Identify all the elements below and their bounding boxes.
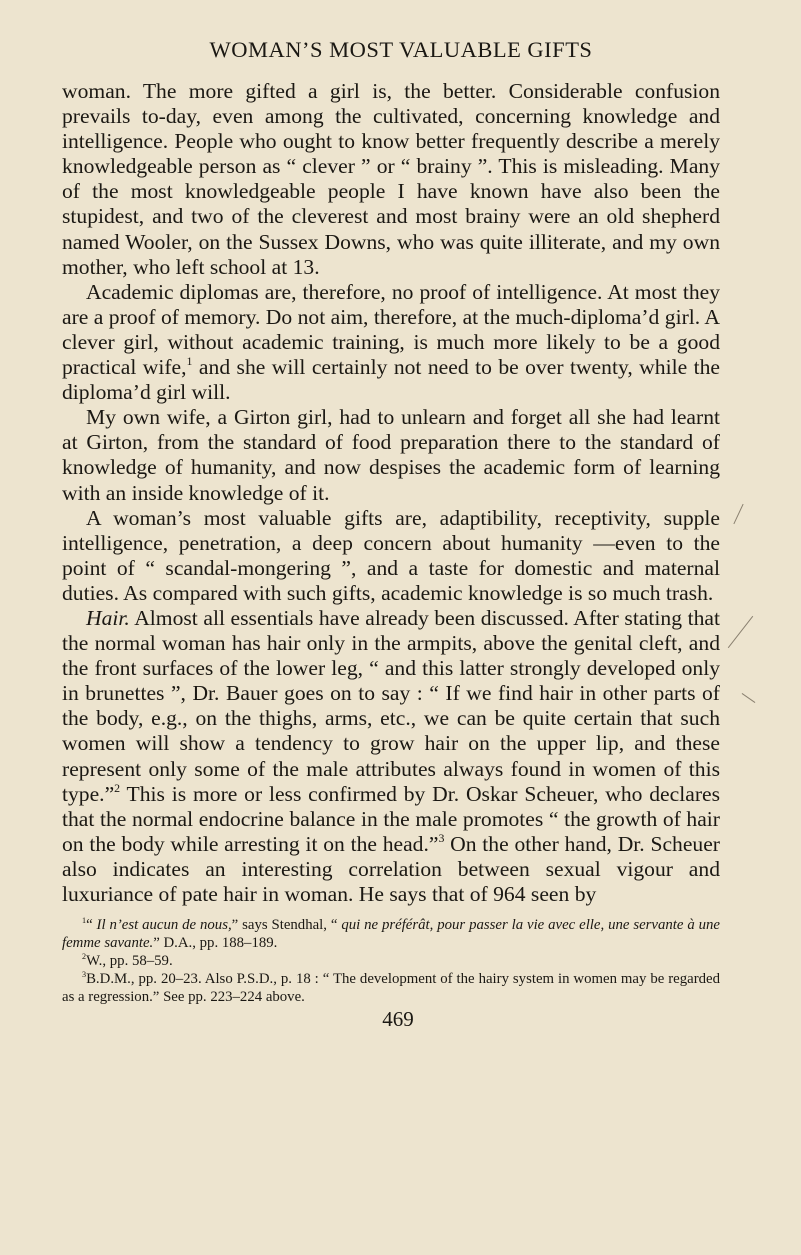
margin-pencil-mark [733, 504, 743, 524]
footnote-1-quote-a: Il n’est aucun de nous, [96, 917, 232, 934]
footnote-1-number: 1 [82, 916, 87, 925]
footnote-ref-1: 1 [186, 354, 193, 369]
paragraph-4: A woman’s most valuable gifts are, adaptibility, receptivity, supple intelligence, penetration, a deep concern about humanity —even to the point of “ scandal-mongering ”, and a taste for domestic and maternal duties. As compared with such gifts, academic knowledge is so much trash. [62, 505, 720, 605]
paragraph-5-text-b: This is more or less confirmed by Dr. Oskar Scheuer, who declares that the normal endocrine balance in the male promotes “ the growth of hair on the body while arresting it on the head.” [62, 781, 720, 856]
running-head: WOMAN’S MOST VALUABLE GIFTS [209, 37, 593, 62]
paragraph-2 [62, 280, 720, 405]
margin-pencil-mark [728, 616, 753, 648]
book-page [62, 30, 720, 1032]
paragraph-5 [62, 606, 720, 907]
footnote-1-open-quote: “ [86, 917, 97, 934]
footnote-2 [62, 952, 720, 970]
footnote-3 [62, 970, 720, 1006]
footnote-ref-2: 2 [114, 780, 121, 795]
section-heading-hair: Hair. [86, 605, 130, 630]
paragraph-2-text-a: Academic diplomas are, therefore, no proof of intelligence. At most they are a proof of memory. Do not aim, therefore, at the much-diploma’d girl. A clever girl, without academic training, is much more likely to be a good practical wife, [62, 279, 720, 380]
margin-pencil-mark [742, 693, 756, 703]
footnote-2-text: W., pp. 58–59. [86, 953, 173, 970]
footnote-1 [62, 916, 720, 952]
paragraph-5-text-a: Almost all essentials have already been discussed. After stating that the normal woman has hair only in the armpits, above the genital cleft, and the front surfaces of the lower leg, “ and this latter strongly developed only in brunettes ”, Dr. Bauer goes on to say : “ If we find hair in other parts of the body, e.g., on the thighs, arms, etc., we can be quite certain that such women will show a tendency to grow hair on the upper lip, and these represent only some of the male attributes always found in women of this type.” [62, 605, 720, 806]
paragraph-5-text-c: On the other hand, Dr. Scheuer also indicates an interesting correlation between sexual vigour and luxuriance of pate hair in woman. He says that of 964 seen by [62, 831, 720, 906]
footnote-ref-3: 3 [438, 830, 445, 845]
body-text [62, 79, 720, 907]
paragraph-2-text-b: and she will certainly not need to be over twenty, while the diploma’d girl will. [62, 355, 720, 405]
page-number: 469 [382, 1007, 414, 1032]
footnotes [62, 916, 720, 1006]
paragraph-3: My own wife, a Girton girl, had to unlearn and forget all she had learnt at Girton, from the standard of food preparation there to the standard of knowledge of humanity, and now despises the academic form of learning with an inside knowledge of it. [62, 405, 720, 505]
footnote-1-source: ” D.A., pp. 188–189. [153, 935, 278, 952]
footnote-3-text: B.D.M., pp. 20–23. Also P.S.D., p. 18 : “ The development of the hairy system in women may be regarded as a regression.” See pp. 223–224 above. [62, 971, 720, 1006]
footnote-3-number: 3 [82, 970, 87, 979]
paragraph-1: woman. The more gifted a girl is, the better. Considerable confusion prevails to-day, even among the cultivated, concerning knowledge and intelligence. People who ought to know better frequently describe a merely knowledgeable person as “ clever ” or “ brainy ”. This is misleading. Many of the most knowledgeable people I have known have also been the stupidest, and two of the cleverest and most brainy were an old shepherd named Wooler, on the Sussex Downs, who was quite illiterate, and my own mother, who left school at 13. [62, 79, 720, 279]
footnote-1-mid: ” says Stendhal, “ [231, 917, 342, 934]
footnote-1-quote-b: qui ne préférât, pour passer la vie avec elle, une servante à une femme savante. [62, 917, 720, 952]
footnote-2-number: 2 [82, 952, 87, 961]
